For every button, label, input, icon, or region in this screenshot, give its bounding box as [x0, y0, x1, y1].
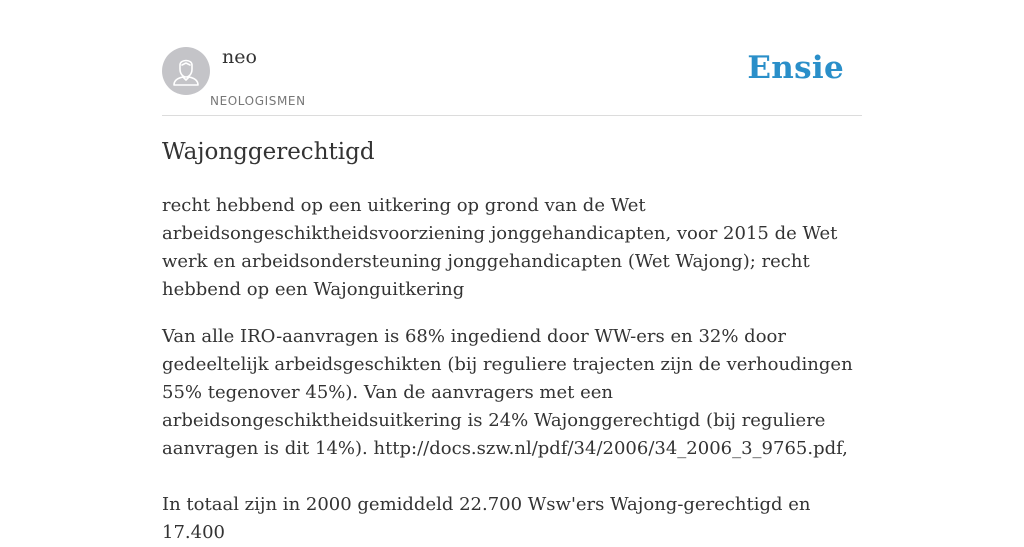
author-link[interactable]: neo [222, 46, 257, 68]
user-icon [162, 47, 210, 95]
entry-example: Van alle IRO-aanvragen is 68% ingediend door WW-ers en 32% door gedeeltelijk arbeidsgeschikten (bij reguliere trajecten zijn de verhoudingen 55% tegenover 45%). Van de aanvragers met een arbeidsongeschiktheidsuitkering is 24% Wajonggerechtigd (bij reguliere aanvragen is dit 14%). http://docs.szw.nl/pdf/34/2006/34_2006_3_9765.pdf, In totaal zijn in 2000 gemiddeld 22.700 Wsw'ers Wajong-gerechtigd en 17.400 [162, 326, 853, 543]
category-label[interactable]: NEOLOGISMEN [210, 94, 306, 108]
avatar[interactable] [162, 47, 210, 95]
entry-title: Wajonggerechtigd [162, 139, 375, 165]
entry-container [162, 0, 862, 543]
header [162, 0, 862, 116]
brand-logo[interactable]: Ensie [747, 50, 844, 86]
entry-definition: recht hebbend op een uitkering op grond van de Wet arbeidsongeschiktheidsvoorziening jonggehandicapten, voor 2015 de Wet werk en arbeidsondersteuning jonggehandicapten (Wet Wajong); recht hebbend op een Wajonguitkering [162, 195, 838, 300]
